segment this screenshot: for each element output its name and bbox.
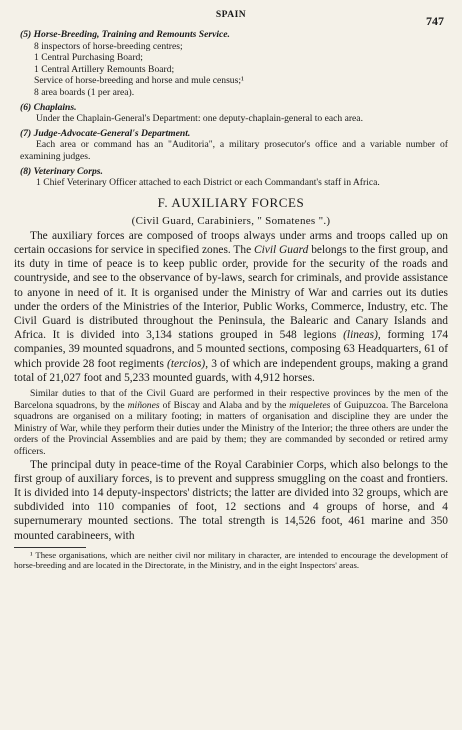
list-text: 1 Chief Veterinary Officer attached to each District or each Commandant's staff in Africa.: [36, 177, 380, 189]
list-heading-6: (6) Chaplains.: [20, 101, 77, 113]
list-heading-5: (5) Horse-Breeding, Training and Remounts Service.: [20, 29, 230, 40]
list-line: 1 Central Artillery Remounts Board;: [34, 63, 175, 75]
footnote: ¹ These organisations, which are neither civil nor military in character, are intended to encourage the development of horse-breeding and are located in the Directorate, in the Ministry, and in the eight Inspectors' areas.: [14, 549, 448, 571]
body-paragraph: The principal duty in peace-time of the Royal Carabinier Corps, which also belongs to the first group of auxiliary forces, is to prevent and suppress smuggling on the coast and frontiers. It is divided into 14 deputy-inspectors' districts; the latter are divided into 32 groups, which are subdivided into 110 companies of foot, 12 sections and 4 groups of horse, and 4 supernumerary mounted sections. The total strength is 14,526 foot, 461 marine and 350 mounted carabineers, with: [14, 458, 448, 542]
list-text: Each area or command has an "Auditoria", a military prosecutor's office and a variable number of examining judges.: [20, 139, 448, 162]
civil-guard-term: Civil Guard: [254, 243, 309, 256]
running-header: [14, 6, 448, 26]
body-paragraph: The auxiliary forces are composed of troops always under arms and troops called up on certain occasions for service in specified zones. The Civil Guard belongs to the first group, and its duty in time of peace is to keep public order, provide for the security of the roads and countryside, and see to the observance of by-laws, search for criminals, and provide assistance to anyone in need of it. It is organised under the Ministry of War and carries out its duties under the orders of the Ministries of the Interior, Public Works, Commerce, Industry, etc. The Civil Guard is distributed throughout the Peninsula, the Balearic and Canary Islands and Africa. It is divided into 3,134 stations grouped in 548 legions (lineas), forming 174 companies, 39 mounted squadrons, and 5 mounted sections, composing 63 Headquarters, 61 of which provide 28 foot regiments (tercios), 3 of which are independent groups, making a grand total of 21,027 foot and 5,233 mounted guards, with 4,912 horses.: [14, 229, 449, 384]
footnote-divider: [14, 547, 86, 548]
list-line: 1 Central Purchasing Board;: [34, 52, 143, 64]
page-number: 747: [426, 14, 444, 28]
list-line: Service of horse-breeding and horse and mule census;¹: [34, 75, 244, 87]
running-title: SPAIN: [215, 10, 247, 20]
list-line: 8 inspectors of horse-breeding centres;: [34, 40, 183, 52]
list-line: 8 area boards (1 per area).: [34, 86, 135, 98]
section-subtitle: (Civil Guard, Carabiniers, " Somatenes ".): [131, 214, 331, 227]
list-heading-8: (8) Veterinary Corps.: [20, 165, 103, 177]
section-title: F. AUXILIARY FORCES: [157, 194, 305, 210]
list-heading-7: (7) Judge-Advocate-General's Department.: [20, 127, 191, 139]
list-text: Under the Chaplain-General's Department: one deputy-chaplain-general to each area.: [36, 113, 363, 125]
small-print-paragraph: Similar duties to that of the Civil Guard are performed in their respective provinces by the men of the Barcelona squadrons, by the miñones of Biscay and Alaba and by the miqueletes of Guipuzcoa. The Barcelona squadrons are organised on a military footing; in matters of organisation and discipline they are under the Ministry of War, while they perform their duties under the Ministry of the Interior; the three others are under the orders of the Provincial Assemblies and are paid by them; they are commanded by seconded or retired army officers.: [14, 387, 448, 457]
services-list: [14, 29, 448, 189]
